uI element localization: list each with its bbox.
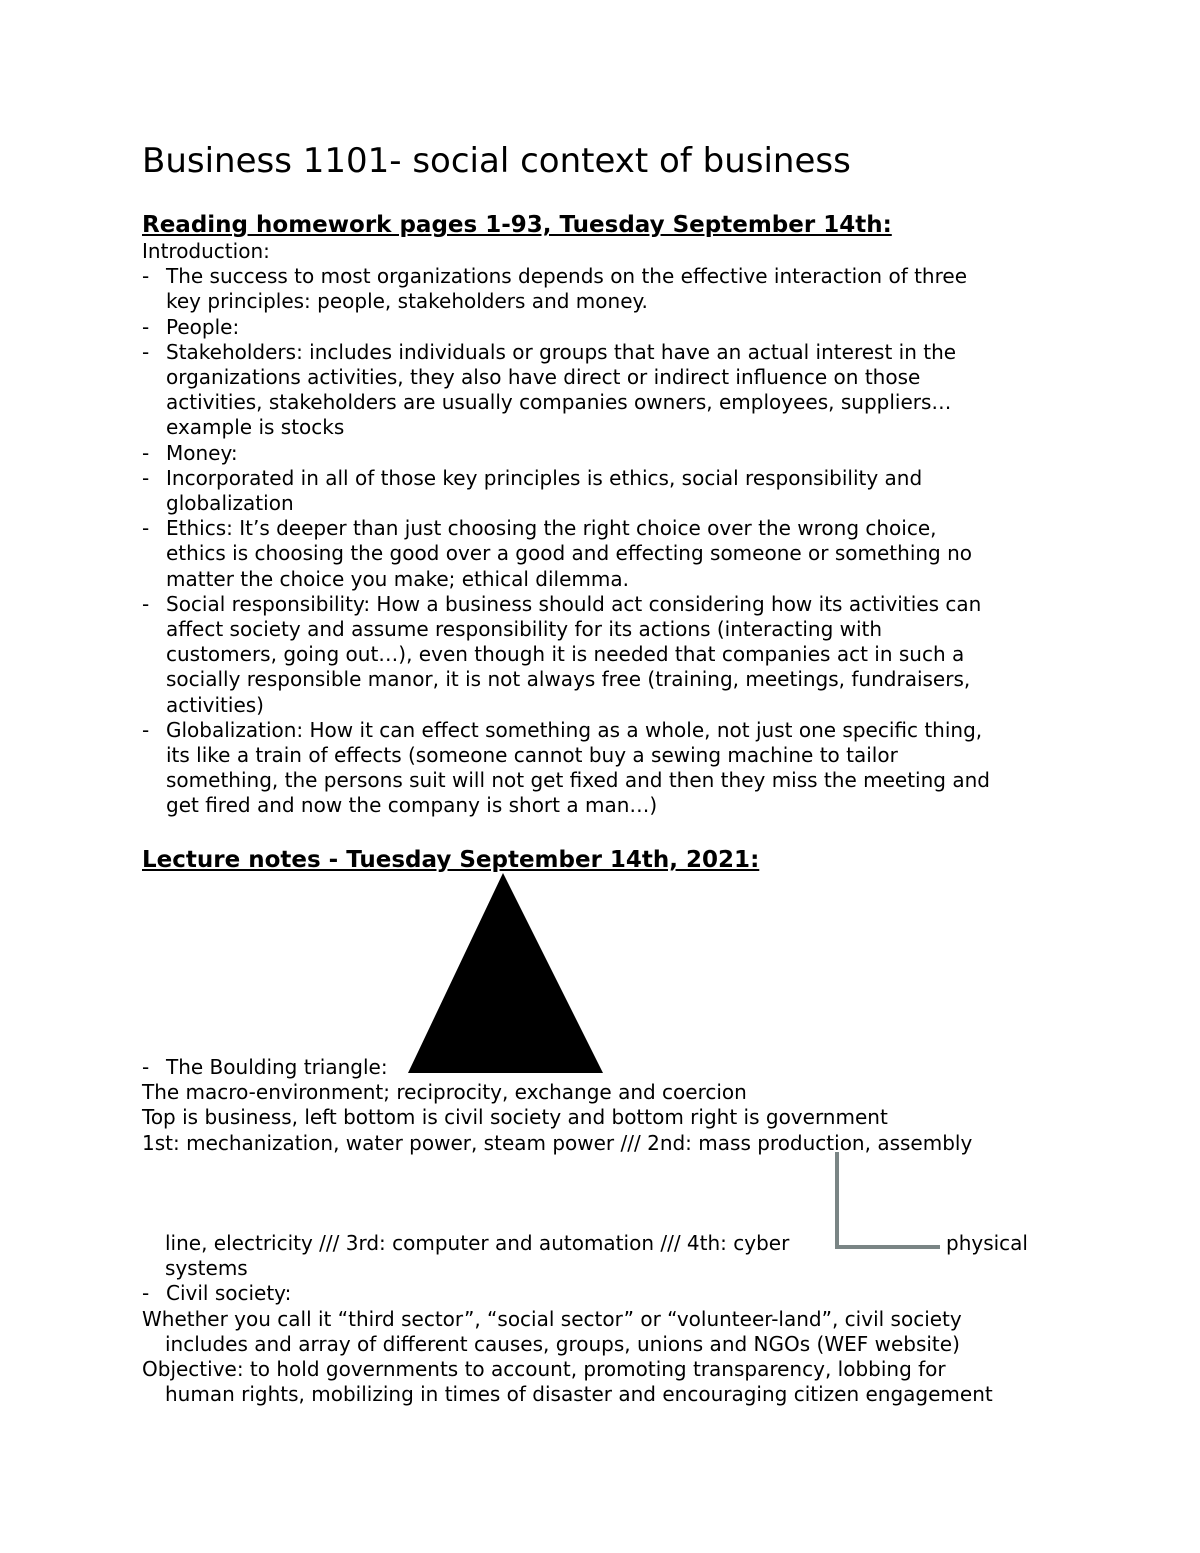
objective-line-2: human rights, mobilizing in times of disaster and encouraging citizen engagement — [165, 1382, 993, 1407]
list-item — [142, 592, 1072, 718]
list-item — [142, 315, 1072, 340]
bullet-text-line: Globalization: How it can effect something as a whole, not just one specific thing, — [166, 717, 983, 742]
bullet-dash: - — [142, 516, 150, 541]
bullet-text-line: its like a train of effects (someone cannot buy a sewing machine to tailor — [166, 743, 898, 768]
bullet-dash: - — [142, 465, 150, 490]
boulding-triangle-shape — [406, 873, 606, 1073]
bullet-text-line: People: — [166, 314, 240, 339]
list-item — [142, 441, 1072, 466]
bullet-dash: - — [142, 314, 150, 339]
civil-society-description-line-1: Whether you call it “third sector”, “social sector” or “volunteer-land”, civil society — [142, 1306, 962, 1331]
list-item — [142, 718, 1072, 819]
list-item — [142, 1055, 1072, 1080]
bullet-text — [166, 340, 1072, 441]
list-item — [142, 466, 1072, 516]
list-item — [142, 516, 1072, 592]
bullet-text-line: key principles: people, stakeholders and money. — [166, 289, 648, 314]
boulding-triangle-label: The Boulding triangle: — [166, 1055, 388, 1079]
introduction-label: Introduction: — [142, 239, 270, 263]
bullet-text — [166, 592, 1072, 718]
bullet-dash: - — [142, 264, 150, 289]
bullet-text-line: The success to most organizations depends on the effective interaction of three — [166, 264, 967, 289]
civil-society-label: Civil society: — [166, 1281, 292, 1306]
bullet-text-line: activities, stakeholders are usually companies owners, employees, suppliers… — [166, 390, 952, 415]
bullet-text-line: something, the persons suit will not get fixed and then they miss the meeting and — [166, 768, 990, 793]
bullet-text — [166, 315, 1072, 340]
bullet-text-line: activities) — [166, 692, 264, 717]
bullet-text — [166, 516, 1072, 592]
list-item — [142, 264, 1072, 314]
bullet-text-line: Stakeholders: includes individuals or groups that have an actual interest in the — [166, 339, 957, 364]
industrial-revolutions-line-3: systems — [165, 1256, 248, 1281]
bullet-text-line: Incorporated in all of those key principles is ethics, social responsibility and — [166, 465, 923, 490]
reading-bullet-list — [142, 264, 1072, 818]
bullet-dash: - — [142, 717, 150, 742]
list-item — [142, 1281, 1072, 1306]
elbow-connector-line — [832, 1152, 944, 1252]
bullet-text — [166, 441, 1072, 466]
bullet-text-line: Ethics: It’s deeper than just choosing the right choice over the wrong choice, — [166, 516, 937, 541]
industrial-revolutions-line-1: 1st: mechanization, water power, steam power /// 2nd: mass production, assembly — [142, 1130, 973, 1155]
bullet-text-line: example is stocks — [166, 415, 345, 440]
triangle-positions-text: Top is business, left bottom is civil society and bottom right is government — [142, 1105, 888, 1130]
list-item — [142, 340, 1072, 441]
bullet-text-line: get fired and now the company is short a man…) — [166, 793, 658, 818]
macro-environment-text: The macro-environment; reciprocity, exchange and coercion — [142, 1080, 747, 1105]
revolutions-text-part-b: physical — [946, 1231, 1028, 1255]
reading-homework-heading: Reading homework pages 1-93, Tuesday September 14th: — [142, 212, 892, 238]
bullet-text-line: globalization — [166, 491, 294, 516]
objective-line-1: Objective: to hold governments to account, promoting transparency, lobbing for — [142, 1357, 946, 1382]
bullet-text — [166, 466, 1072, 516]
lecture-notes-heading: Lecture notes - Tuesday September 14th, 2021: — [142, 847, 760, 873]
bullet-dash: - — [142, 1281, 150, 1306]
lecture-notes-continued — [142, 1231, 1072, 1407]
bullet-text-line: socially responsible manor, it is not always free (training, meetings, fundraisers, — [166, 667, 971, 692]
reading-notes-section — [142, 239, 1072, 819]
civil-society-description-line-2: includes and array of different causes, groups, unions and NGOs (WEF website) — [165, 1331, 960, 1356]
bullet-text-line: customers, going out…), even though it is needed that companies act in such a — [166, 642, 965, 667]
bullet-text-line: ethics is choosing the good over a good and effecting someone or something no — [166, 541, 973, 566]
bullet-dash: - — [142, 1055, 150, 1079]
bullet-text — [166, 718, 1072, 819]
document-title: Business 1101- social context of business — [142, 141, 851, 181]
revolutions-text-part-a: line, electricity /// 3rd: computer and automation /// 4th: cyber — [165, 1231, 790, 1255]
bullet-text-line: Money: — [166, 440, 238, 465]
bullet-text — [166, 264, 1072, 314]
bullet-text-line: Social responsibility: How a business should act considering how its activities can — [166, 591, 982, 616]
lecture-notes-section — [142, 1055, 1072, 1156]
bullet-dash: - — [142, 339, 150, 364]
bullet-dash: - — [142, 591, 150, 616]
bullet-text-line: organizations activities, they also have direct or indirect influence on those — [166, 365, 921, 390]
bullet-text-line: affect society and assume responsibility for its actions (interacting with — [166, 617, 883, 642]
bullet-dash: - — [142, 440, 150, 465]
bullet-text-line: matter the choice you make; ethical dilemma. — [166, 566, 629, 591]
